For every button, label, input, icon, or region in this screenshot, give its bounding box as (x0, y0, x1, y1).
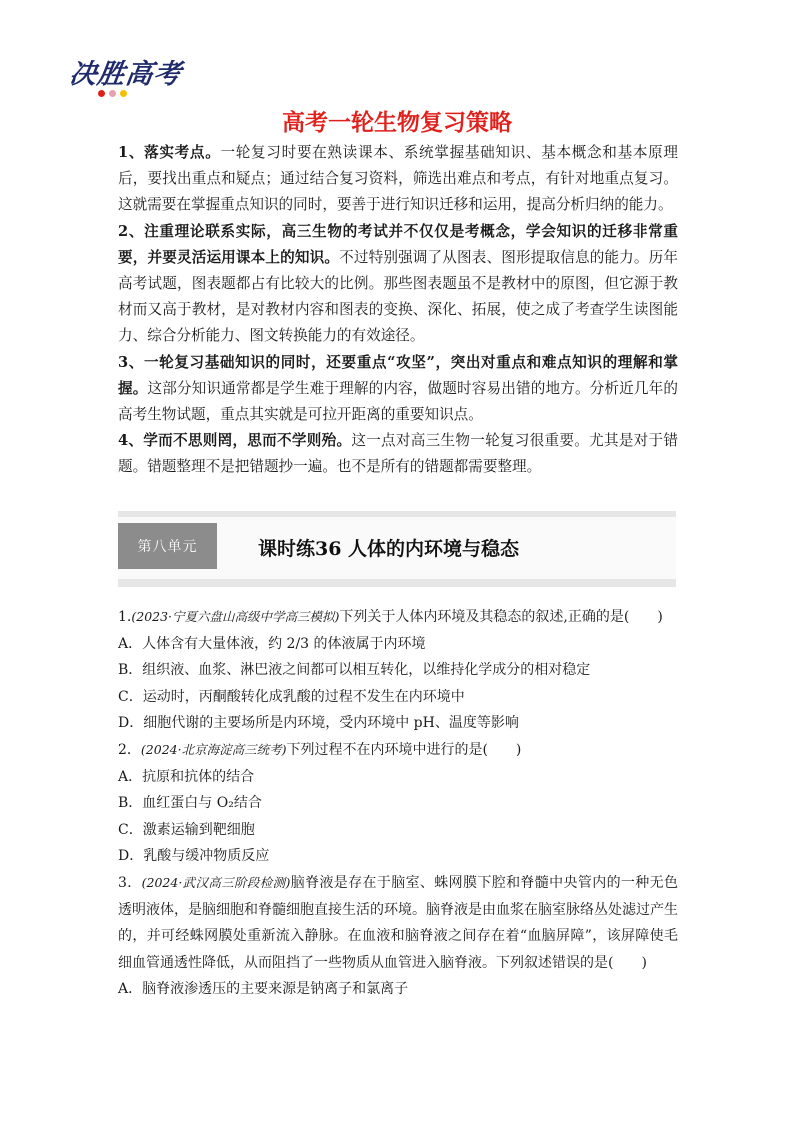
strategy-item (118, 350, 678, 429)
question-list (118, 604, 678, 1003)
option-b: B．组织液、血浆、淋巴液之间都可以相互转化，以维持化学成分的相对稳定 (118, 662, 591, 679)
strategy-item (118, 140, 678, 219)
logo-dot-pink (109, 90, 116, 97)
strategy-head: 2、注重理论联系实际，高三生物的考试并不仅仅是考概念，学会知识的迁移非常重要，并要灵活运用课本上的知识。 (118, 222, 678, 266)
question-stem (118, 604, 678, 631)
question-text: 下列关于人体内环境及其稳态的叙述,正确的是( ) (339, 609, 663, 625)
lesson-title: 课时练36 人体的内环境与稳态 (258, 538, 520, 560)
question-text: 下列过程不在内环境中进行的是( ) (286, 741, 522, 758)
strategy-body: 这部分知识通常都是学生难于理解的内容，做题时容易出错的地方。分析近几年的高考生物试题，重点其实就是可拉开距离的重要知识点。 (118, 379, 678, 424)
option-c: C．激素运输到靶细胞 (118, 821, 255, 838)
question-number: 1. (118, 609, 132, 625)
question-text: 脑脊液是存在于脑室、蛛网膜下腔和脊髓中央管内的一种无色透明液体，是脑细胞和脊髓细胞直接生活的环境。脑脊液是由血浆在脑室脉络丛处滤过产生的，并可经蛛网膜处重新流入静脉。在血液和脑脊液之间存在着“血脑屏障”，该屏障使毛细血管通透性降低，从而阻挡了一些物质从血管进入脑脊液。下列叙述错误的是( ) (118, 874, 678, 971)
question-source: (2024·武汉高三阶段检测) (141, 874, 291, 890)
option-d: D．细胞代谢的主要场所是内环境，受内环境中 pH、温度等影响 (118, 715, 519, 732)
option-c: C．运动时，丙酮酸转化成乳酸的过程不发生在内环境中 (118, 688, 465, 705)
logo-dot-yellow (120, 90, 127, 97)
strategy-body: 不过特别强调了从图表、图形提取信息的能力。历年高考试题，图表题都占有比较大的比例。那些图表题虽不是教材中的原图，但它源于教材而又高于教材，是对教材内容和图表的变换、深化、拓展，使之成了考查学生读图能力、综合分析能力、图文转换能力的有效途径。 (118, 248, 678, 345)
option-a: A．抗原和抗体的结合 (118, 768, 255, 785)
strategy-item (118, 428, 678, 480)
option-b: B．血红蛋白与 O₂结合 (118, 795, 262, 812)
strategy-head: 3、一轮复习基础知识的同时，还要重点“攻坚”，突出对重点和难点知识的理解和掌握。 (118, 353, 678, 397)
logo-emblem (98, 90, 127, 97)
banner-panel (118, 517, 676, 579)
option-a: A．脑脊液渗透压的主要来源是钠离子和氯离子 (118, 981, 409, 998)
strategy-section (118, 140, 678, 481)
strategy-item (118, 219, 678, 350)
unit-tab: 第八单元 (118, 523, 217, 569)
unit-banner (118, 511, 676, 587)
strategy-body: 一轮复习时要在熟读课本、系统掌握基础知识、基本概念和基本原理后，要找出重点和疑点；通过结合复习资料，筛选出难点和考点，有针对地重点复习。这就需要在掌握重点知识的同时，要善于进行知识迁移和运用，提高分析归纳的能力。 (118, 144, 678, 214)
question-stem (118, 737, 678, 764)
strategy-head: 4、学而不思则罔，思而不学则殆。 (118, 432, 352, 450)
logo-dot-red (98, 90, 105, 97)
logo-text: 决胜高考 (67, 59, 184, 90)
question-source: (2023·宁夏六盘山高级中学高三模拟) (131, 609, 340, 624)
page-title: 高考一轮生物复习策略 (282, 110, 512, 136)
question-source: (2024·北京海淀高三统考) (140, 741, 287, 757)
question-stem (118, 870, 678, 976)
question-number: 2． (118, 741, 141, 758)
strategy-body: 这一点对高三生物一轮复习很重要。尤其是对于错题。错题整理不是把错题抄一遍。也不是所有的错题都需要整理。 (118, 432, 678, 476)
option-d: D．乳酸与缓冲物质反应 (118, 848, 270, 865)
option-a: A．人体含有大量体液，约 2/3 的体液属于内环境 (118, 635, 426, 652)
question-number: 3． (118, 874, 142, 891)
strategy-head: 1、落实考点。 (118, 144, 221, 161)
